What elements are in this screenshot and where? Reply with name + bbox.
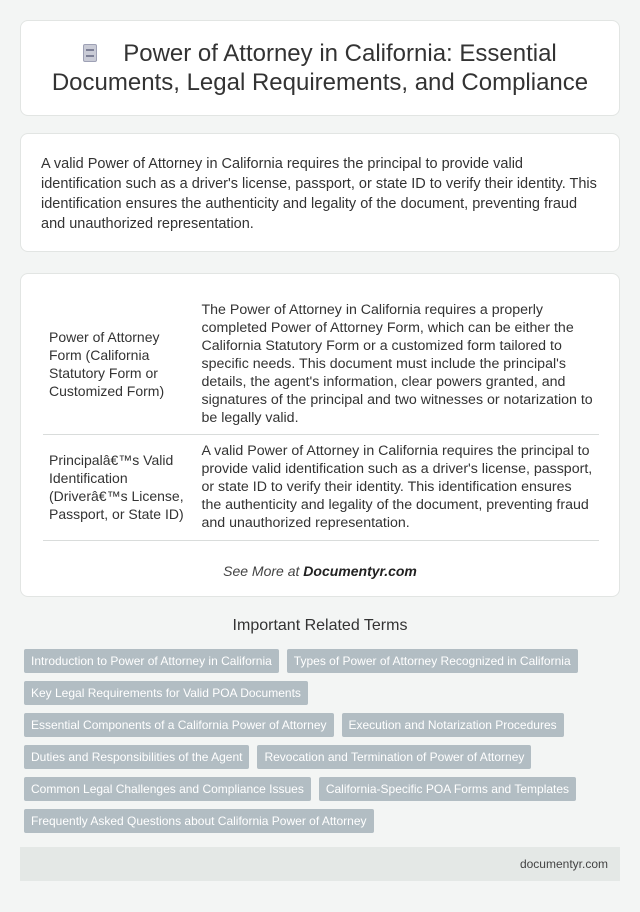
document-icon: [83, 44, 97, 62]
footer-site[interactable]: documentyr.com: [519, 857, 608, 871]
footer: [20, 847, 620, 881]
related-term-tag[interactable]: Duties and Responsibilities of the Agent: [24, 745, 249, 769]
see-more-link[interactable]: [43, 563, 597, 579]
related-term-tag[interactable]: Revocation and Termination of Power of Attorney: [257, 745, 531, 769]
intro-card: [20, 133, 620, 252]
title-card: [20, 20, 620, 116]
related-term-tag[interactable]: Essential Components of a California Power of Attorney: [24, 713, 334, 737]
row-description: The Power of Attorney in California requires a properly completed Power of Attorney Form, which can be either the California Statutory Form or a customized form tailored to specific needs. This document must include the principal's details, the agent's information, clear powers granted, and signatures of the principal and two witnesses or notarization to be legally valid.: [195, 294, 599, 434]
related-term-tag[interactable]: Types of Power of Attorney Recognized in California: [287, 649, 578, 673]
page-title-text: Power of Attorney in California: Essential Documents, Legal Requirements, and Compliance: [51, 40, 589, 96]
related-term-tag[interactable]: Execution and Notarization Procedures: [342, 713, 564, 737]
related-term-tag[interactable]: California-Specific POA Forms and Templates: [319, 777, 576, 801]
page-title: [40, 39, 600, 97]
related-term-tag[interactable]: Key Legal Requirements for Valid POA Documents: [24, 681, 308, 705]
related-terms-list: [24, 649, 620, 833]
documents-table: [43, 294, 599, 541]
related-term-tag[interactable]: Introduction to Power of Attorney in California: [24, 649, 279, 673]
related-term-tag[interactable]: Frequently Asked Questions about California Power of Attorney: [24, 809, 374, 833]
table-row: [43, 294, 599, 434]
row-label: Power of Attorney Form (California Statutory Form or Customized Form): [43, 294, 195, 434]
row-label: Principalâ€™s Valid Identification (Driverâ€™s License, Passport, or State ID): [43, 434, 195, 540]
row-description: A valid Power of Attorney in California requires the principal to provide valid identification such as a driver's license, passport, or state ID to verify their identity. This identification ensures the authenticity and legality of the document, preventing fraud and unauthorized representation.: [195, 434, 599, 540]
table-row: [43, 434, 599, 540]
documents-table-card: [20, 273, 620, 597]
see-more-prefix: See More at: [223, 562, 304, 579]
intro-text: A valid Power of Attorney in California requires the principal to provide valid identification such as a driver's license, passport, or state ID to verify their identity. This identification ensures the authenticity and legality of the document, preventing fraud and unauthorized representation.: [41, 156, 597, 232]
related-term-tag[interactable]: Common Legal Challenges and Compliance Issues: [24, 777, 311, 801]
related-terms-title: Important Related Terms: [232, 617, 408, 634]
see-more-site[interactable]: Documentyr.com: [303, 562, 417, 579]
